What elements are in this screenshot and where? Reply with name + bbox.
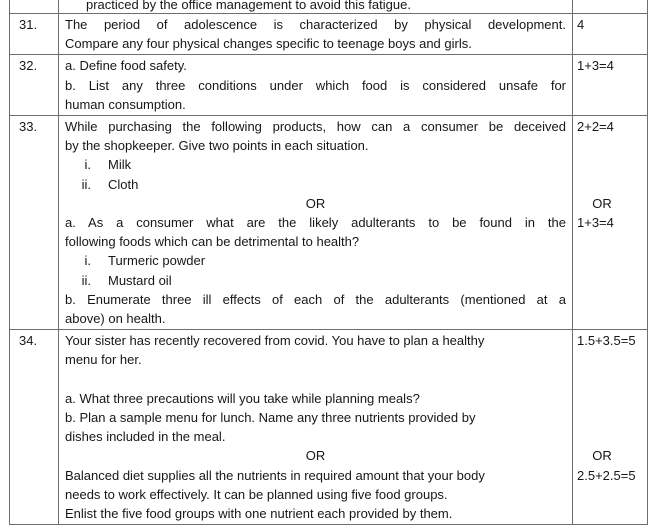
question-text-cell <box>59 14 573 54</box>
question-line: a. What three precautions will you take while planning meals? <box>65 390 420 406</box>
marks-cell <box>573 330 647 524</box>
list-numeral: ii. <box>81 272 91 288</box>
table-row-continuation <box>10 0 647 14</box>
list-item-text: Cloth <box>108 176 139 192</box>
question-line: Compare any four physical changes specific to teenage boys and girls. <box>65 36 472 52</box>
question-line: a. As a consumer what are the likely adulterants to be found in the <box>65 215 566 231</box>
marks-value: 1+3=4 <box>577 215 614 231</box>
question-line: Your sister has recently recovered from covid. You have to plan a healthy <box>65 333 485 349</box>
question-line: dishes included in the meal. <box>65 429 226 445</box>
list-item-text: Turmeric powder <box>108 253 206 269</box>
marks-value: 4 <box>577 17 585 32</box>
question-number-cell: 34. <box>10 330 59 524</box>
marks-value: 1.5+3.5=5 <box>577 333 636 349</box>
question-text-cell <box>59 55 573 115</box>
table-row <box>10 116 647 330</box>
question-number-cell: 33. <box>10 116 59 329</box>
question-number-cell <box>10 0 59 13</box>
question-line: needs to work effectively. It can be planned using five food groups. <box>65 486 448 502</box>
question-line: menu for her. <box>65 352 142 368</box>
question-table <box>9 0 648 525</box>
question-number-cell: 31. <box>10 14 59 54</box>
question-line: b. List any three conditions under which food is considered unsafe for <box>65 77 566 93</box>
table-row <box>10 55 647 116</box>
question-line: a. Define food safety. <box>65 58 187 74</box>
question-line: While purchasing the following products, how can a consumer be deceived <box>65 119 566 135</box>
question-text-cell <box>59 116 573 329</box>
question-line: human consumption. <box>65 96 186 112</box>
list-numeral: i. <box>84 253 91 269</box>
continuation-text: practiced by the office management to avoid this fatigue. <box>86 0 411 12</box>
list-item <box>65 271 566 290</box>
marks-cell <box>573 55 647 115</box>
list-item <box>65 251 566 270</box>
marks-or-separator: OR <box>592 195 612 211</box>
question-line: following foods which can be detrimental to health? <box>65 234 360 250</box>
question-line: above) on health. <box>65 311 166 327</box>
question-line: by the shopkeeper. Give two points in each situation. <box>65 138 369 154</box>
list-numeral: ii. <box>81 176 91 192</box>
question-text-cell <box>59 0 573 13</box>
marks-value: 2+2=4 <box>577 119 614 135</box>
question-line: b. Plan a sample menu for lunch. Name any three nutrients provided by <box>65 410 476 426</box>
or-separator: OR <box>305 448 326 464</box>
or-separator: OR <box>305 195 326 211</box>
table-row <box>10 330 647 525</box>
marks-cell <box>573 14 647 54</box>
blank-line <box>65 370 566 389</box>
marks-cell <box>573 0 647 13</box>
question-line: b. Enumerate three ill effects of each of the adulterants (mentioned at a <box>65 291 566 307</box>
list-item <box>65 175 566 194</box>
list-item-text: Mustard oil <box>108 272 172 288</box>
marks-value: 1+3=4 <box>577 58 614 74</box>
table-row <box>10 14 647 55</box>
question-line: The period of adolescence is characterized by physical development. <box>65 17 566 32</box>
list-item <box>65 155 566 174</box>
marks-cell <box>573 116 647 329</box>
question-line: Enlist the five food groups with one nutrient each provided by them. <box>65 506 453 522</box>
question-text-cell <box>59 330 573 524</box>
list-item-text: Milk <box>108 157 132 173</box>
list-numeral: i. <box>84 157 91 173</box>
question-line: Balanced diet supplies all the nutrients in required amount that your body <box>65 467 485 483</box>
question-number-cell: 32. <box>10 55 59 115</box>
marks-or-separator: OR <box>592 448 612 464</box>
marks-value: 2.5+2.5=5 <box>577 467 636 483</box>
question-rows <box>10 14 647 525</box>
